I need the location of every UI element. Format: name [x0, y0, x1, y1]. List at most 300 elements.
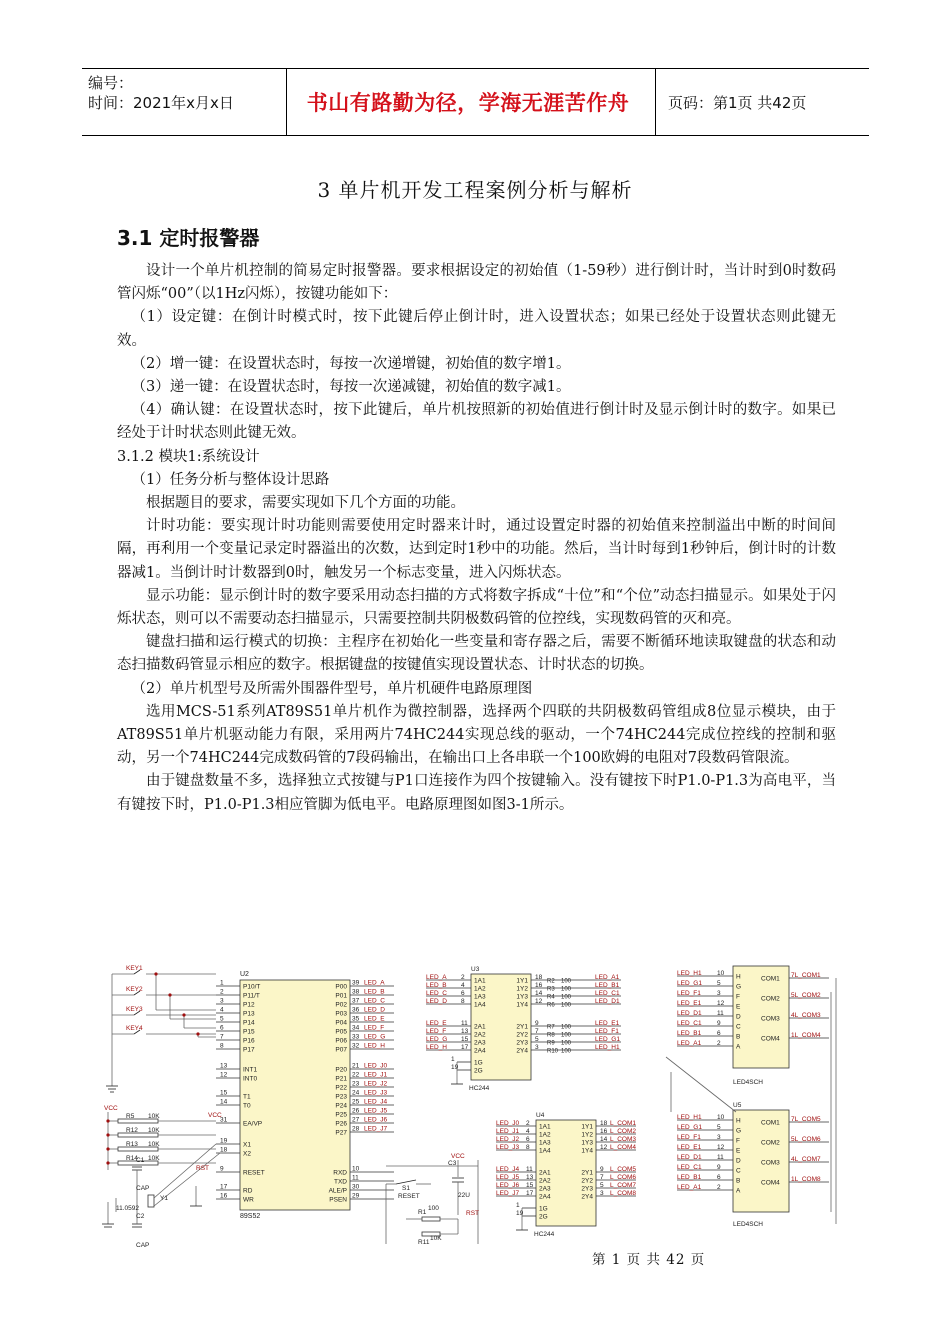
pin-name: 1Y2	[516, 985, 528, 993]
document-date: 时间：2021年x月x日	[88, 94, 234, 112]
net-label: LED_G	[426, 1036, 448, 1043]
pin-name: 2Y4	[516, 1047, 528, 1055]
pin-name: 1A1	[539, 1123, 551, 1131]
paragraph: （2）单片机型号及所需外围器件型号，单片机硬件电路原理图	[131, 680, 533, 697]
paragraph: （1）任务分析与整体设计思路	[131, 471, 330, 488]
cap-value: CAP	[136, 1185, 150, 1192]
net-label: RST	[466, 1210, 479, 1217]
resistor-value: 10K	[430, 1235, 442, 1242]
paragraph: （1）设定键：在倒计时模式时，按下此键后停止倒计时，进入设置状态；如果已经处于设置状态则此键无效。	[117, 309, 836, 349]
mcu-pin-name: RXD	[333, 1169, 347, 1177]
paragraph: 显示功能：显示倒计时的数字要采用动态扫描的方式将数字拆成“十位”和“个位”动态扫描显示。如果处于闪烁状态，则可以不需要动态扫描显示，只需要控制共阴极数码管的位控线，实现数码管的灭和亮。	[117, 587, 836, 628]
mcu-pin-name: P04	[335, 1019, 347, 1027]
pin-name: 2A3	[539, 1185, 551, 1193]
mcu-pin-number: 25	[352, 1098, 360, 1106]
mcu-pin-number: 34	[352, 1024, 360, 1032]
net-label: LED_H1	[677, 970, 702, 977]
chapter-title: 3 单片机开发工程案例分析与解析	[317, 178, 633, 202]
document-number: 编号：	[88, 74, 134, 92]
pin-number: 12	[717, 1000, 725, 1007]
crystal-freq: 11.0592	[116, 1205, 140, 1212]
pin-name: 2A4	[474, 1047, 486, 1055]
mcu-pin-number: 24	[352, 1089, 360, 1097]
net-label: L_COM4	[610, 1144, 637, 1151]
mcu-pin-name: P26	[335, 1120, 347, 1128]
pin-name: 1A2	[539, 1131, 551, 1139]
junction-dot	[106, 1161, 109, 1164]
pin-number: 1	[516, 1202, 520, 1209]
net-label: L_COM3	[610, 1136, 637, 1143]
pin-name: 1A4	[474, 1001, 486, 1009]
resistor-value: 10K	[148, 1155, 160, 1162]
pin-number: 13	[526, 1174, 534, 1181]
page-indicator: 页码：第1页 共42页	[668, 93, 807, 112]
net-label: LED_D	[364, 1006, 385, 1014]
pin-name: 1A3	[539, 1139, 551, 1147]
segment-letter: C	[736, 1023, 741, 1031]
mcu-pin-name: RESET	[243, 1169, 265, 1177]
mcu-pin-name: INT0	[243, 1075, 258, 1083]
pin-number: 9	[535, 1020, 539, 1027]
pin-name: 2A3	[474, 1039, 486, 1047]
net-label: LED_H	[364, 1042, 385, 1050]
mcu-pin-number: 7	[220, 1033, 224, 1041]
pin-number: 11	[717, 1154, 724, 1161]
net-label: LED_J1	[364, 1071, 388, 1079]
mcu-pin-name: P16	[243, 1037, 255, 1045]
pin-name: 1Y3	[516, 993, 528, 1001]
mcu-pin-name: P17	[243, 1046, 255, 1054]
net-label: LED_J6	[364, 1116, 388, 1124]
pin-name: 2A4	[539, 1193, 551, 1201]
buffer-ref: U4	[536, 1112, 545, 1119]
segment-letter: B	[736, 1177, 741, 1185]
net-label: LED_A	[364, 979, 385, 987]
mcu-pin-number: 12	[220, 1071, 228, 1079]
pin-number: 7	[600, 1174, 604, 1181]
net-label: LED_G1	[677, 980, 702, 987]
pin-number: 15	[526, 1182, 534, 1189]
pin-number: 8	[526, 1144, 530, 1151]
pin-number: 19	[516, 1210, 524, 1217]
mcu-pin-name: P12	[243, 1001, 255, 1009]
mcu-part: 89S52	[240, 1213, 261, 1220]
resistor-ref: R11	[418, 1239, 430, 1246]
mcu-pin-number: 21	[352, 1062, 360, 1070]
resistor-value: 10K	[148, 1141, 160, 1148]
segment-letter: D	[736, 1013, 741, 1021]
paragraph: 根据题目的要求，需要实现如下几个方面的功能。	[146, 495, 465, 512]
mcu-pin-number: 27	[352, 1116, 360, 1124]
net-label: LED_H1	[677, 1114, 702, 1121]
mcu-ref: U2	[240, 971, 249, 978]
mcu-pin-name: PSEN	[329, 1196, 347, 1204]
net-label: LED_J0	[364, 1062, 388, 1070]
segment-letter: C	[736, 1167, 741, 1175]
header-page-cell	[656, 69, 869, 135]
net-label: 1L_COM8	[791, 1176, 821, 1183]
mcu-pin-name: P14	[243, 1019, 255, 1027]
circuit-schematic	[96, 962, 846, 1249]
display-part: LED4SCH	[733, 1221, 763, 1228]
pin-number: 6	[717, 1174, 721, 1181]
segment-letter: D	[736, 1157, 741, 1165]
pin-name: 2G	[539, 1213, 548, 1221]
mcu-pin-name: P06	[335, 1037, 347, 1045]
net-label: LED_C1	[677, 1020, 702, 1027]
pin-name: 1Y4	[581, 1147, 593, 1155]
pin-number: 16	[535, 982, 543, 989]
mcu-pin-name: P22	[335, 1084, 347, 1092]
segment-letter: A	[736, 1187, 741, 1195]
net-label: L_COM8	[610, 1190, 637, 1197]
net-label: LED_A1	[677, 1040, 702, 1047]
net-label: LED_H	[426, 1044, 447, 1051]
resistor-ref: R12	[126, 1127, 138, 1134]
net-label: LED_J1	[496, 1128, 520, 1135]
net-label: 5L_COM6	[791, 1136, 821, 1143]
pin-number: 18	[535, 974, 543, 981]
mcu-pin-number: 4	[220, 1006, 224, 1014]
net-label: LED_J0	[496, 1120, 520, 1127]
pin-name: 2Y1	[581, 1169, 593, 1177]
pin-number: 13	[461, 1028, 469, 1035]
pin-name: 1Y1	[581, 1123, 593, 1131]
mcu-pin-number: 14	[220, 1098, 228, 1106]
pin-number: 3	[717, 1134, 721, 1141]
mcu-pin-number: 6	[220, 1024, 224, 1032]
resistor-value: 100	[561, 994, 572, 1001]
segment-letter: E	[736, 1003, 741, 1011]
paragraph: （4）确认键：在设置状态时，按下此键后，单片机按照新的初始值进行倒计时及显示倒计时的数字。如果已经处于计时状态则此键无效。	[117, 402, 836, 442]
resistor-value: 100	[561, 1002, 572, 1009]
cap-value: 22U	[458, 1192, 470, 1199]
mcu-pin-number: 13	[220, 1062, 228, 1070]
mcu-pin-number: 38	[352, 988, 360, 996]
mcu-pin-name: INT1	[243, 1066, 258, 1074]
pin-name: 2Y3	[516, 1039, 528, 1047]
pin-number: 5	[535, 1036, 539, 1043]
net-label: L_COM2	[610, 1128, 637, 1135]
pin-number: 11	[461, 1020, 468, 1027]
mcu-pin-number: 22	[352, 1071, 360, 1079]
resistor-value: 100	[428, 1205, 439, 1212]
mcu-pin-name: P07	[335, 1046, 347, 1054]
mcu-pin-name: P25	[335, 1111, 347, 1119]
mcu-pin-number: 9	[220, 1165, 224, 1173]
pin-name: 2Y3	[581, 1185, 593, 1193]
mcu-pin-number: 28	[352, 1125, 360, 1133]
pin-number: 14	[535, 990, 543, 997]
net-label: LED_J7	[496, 1190, 520, 1197]
segment-letter: H	[736, 973, 741, 981]
pin-name: 1Y2	[581, 1131, 593, 1139]
pin-name: 2A1	[474, 1023, 486, 1031]
pin-number: 10	[717, 1114, 725, 1121]
paragraph: （2）增一键：在设置状态时，每按一次递增键，初始值的数字增1。	[131, 355, 571, 372]
resistor-r1	[422, 1217, 440, 1221]
mcu-pin-name: P11/T	[243, 992, 260, 1000]
pin-number: 6	[526, 1136, 530, 1143]
mcu-pin-name: ALE/P	[328, 1187, 347, 1195]
net-label: 7L_COM1	[791, 972, 821, 979]
key-label: KEY3	[126, 1006, 143, 1013]
mcu-pin-number: 2	[220, 988, 224, 996]
mcu-pin-number: 16	[220, 1192, 228, 1200]
switch-label: RESET	[398, 1193, 420, 1200]
net-label: 7L_COM5	[791, 1116, 821, 1123]
pin-number: 2	[526, 1120, 530, 1127]
subsection-heading: 3.1.2 模块1:系统设计	[117, 448, 260, 465]
mcu-pin-number: 11	[352, 1174, 359, 1182]
mcu-pin-number: 33	[352, 1033, 360, 1041]
cap-ref: C1	[136, 1157, 145, 1164]
pin-name: 2G	[474, 1067, 483, 1075]
segment-letter: G	[736, 983, 742, 991]
pin-number: 12	[535, 998, 543, 1005]
buffer-part: HC244	[534, 1231, 555, 1238]
net-label: LED_C1	[677, 1164, 702, 1171]
mcu-pin-name: P02	[335, 1001, 347, 1009]
resistor-ref: R13	[126, 1141, 138, 1148]
mcu-pin-name: RD	[243, 1187, 253, 1195]
pin-number: 2	[717, 1040, 721, 1047]
net-label: LED_D1	[677, 1154, 702, 1161]
net-label: LED_J5	[364, 1107, 388, 1115]
pin-number: 14	[600, 1136, 608, 1143]
buffer-ref: U3	[471, 966, 480, 973]
pin-number: 5	[717, 980, 721, 987]
resistor-ref: R8	[547, 1032, 555, 1039]
resistor-value: 10K	[148, 1127, 160, 1134]
mcu-pin-name: P13	[243, 1010, 255, 1018]
resistor-ref: R7	[547, 1024, 555, 1031]
mcu-pin-number: 8	[220, 1042, 224, 1050]
paragraph: （3）递一键：在设置状态时，每按一次递减键，初始值的数字减1。	[131, 379, 571, 396]
pin-name: 1Y4	[516, 1001, 528, 1009]
key-label: KEY1	[126, 965, 143, 972]
pin-number: 4	[526, 1128, 530, 1135]
pin-number: 5	[717, 1124, 721, 1131]
pin-number: 9	[600, 1166, 604, 1173]
net-label: LED_J7	[364, 1125, 388, 1133]
net-label: 4L_COM3	[791, 1012, 821, 1019]
net-label: LED_J3	[496, 1144, 520, 1151]
pin-name: 1A1	[474, 977, 486, 985]
mcu-pin-number: 15	[220, 1089, 228, 1097]
com-label: COM1	[761, 975, 780, 983]
pin-name: 2Y2	[516, 1031, 528, 1039]
junction-dot	[106, 1147, 109, 1150]
net-label: LED_F1	[677, 990, 701, 997]
pin-name: 1G	[474, 1059, 483, 1067]
crystal-y1	[148, 1195, 154, 1207]
pin-number: 1	[451, 1056, 455, 1063]
net-label: L_COM7	[610, 1182, 637, 1189]
pin-name: 2Y1	[516, 1023, 528, 1031]
pin-name: 2A2	[474, 1031, 486, 1039]
header-motto-cell	[281, 69, 656, 135]
junction-dot	[182, 1013, 185, 1016]
paragraph: 键盘扫描和运行模式的切换：主程序在初始化一些变量和寄存器之后，需要不断循环地读取键盘的状态和动态扫描数码管显示相应的数字。根据键盘的按键值实现设置状态、计时状态的切换。	[117, 634, 836, 674]
display-part: LED4SCH	[733, 1079, 763, 1086]
pin-number: 18	[600, 1120, 608, 1127]
vcc-label: VCC	[208, 1112, 222, 1119]
pin-number: 10	[717, 970, 725, 977]
pin-number: 3	[600, 1190, 604, 1197]
pin-number: 11	[526, 1166, 533, 1173]
net-label: LED_A1	[595, 974, 620, 981]
net-label: LED_D1	[595, 998, 620, 1005]
paragraph: 设计一个单片机控制的简易定时报警器。要求根据设定的初始值（1-59秒）进行倒计时，当计时到0时数码管闪烁“00”（以1Hz闪烁），按键功能如下：	[117, 263, 836, 303]
mcu-pin-number: 37	[352, 997, 360, 1005]
resistor-ref: R1	[418, 1209, 427, 1216]
mcu-pin-name: X1	[243, 1141, 251, 1149]
mcu-pin-number: 18	[220, 1146, 228, 1154]
key-label: KEY2	[126, 986, 143, 993]
net-label: LED_E1	[677, 1144, 702, 1151]
mcu-pin-name: TXD	[334, 1178, 347, 1186]
resistor-ref: R14	[126, 1155, 138, 1162]
net-label: RST	[196, 1165, 209, 1172]
resistor-value: 100	[561, 1024, 572, 1031]
mcu-pin-number: 29	[352, 1192, 360, 1200]
resistor-ref: R6	[547, 1002, 555, 1009]
junction-dot	[154, 972, 157, 975]
net-label: LED_B	[426, 982, 447, 989]
resistor-ref: R2	[547, 978, 555, 985]
net-label: LED_J4	[364, 1098, 388, 1106]
vcc-label: VCC	[104, 1105, 118, 1112]
resistor-value: 100	[561, 986, 572, 993]
net-label: LED_F	[364, 1024, 385, 1032]
net-label: L_COM5	[610, 1166, 637, 1173]
pin-number: 6	[717, 1030, 721, 1037]
segment-letter: H	[736, 1117, 741, 1125]
buffer-part: HC244	[469, 1085, 490, 1092]
resistor-ref: R10	[547, 1048, 559, 1055]
header-motto: 书山有路勤为径，学海无涯苦作舟	[306, 91, 630, 115]
net-label: LED_F1	[595, 1028, 619, 1035]
pin-name: 2A1	[539, 1169, 551, 1177]
section-heading: 3.1 定时报警器	[117, 226, 260, 250]
net-label: LED_G	[364, 1033, 386, 1041]
mcu-pin-name: P01	[335, 992, 347, 1000]
segment-letter: B	[736, 1033, 741, 1041]
header-info-cell	[82, 69, 287, 135]
pin-number: 4	[461, 982, 465, 989]
net-label: LED_G1	[677, 1124, 702, 1131]
pin-number: 12	[717, 1144, 725, 1151]
bus-line	[666, 1057, 736, 1112]
net-label: LED_B	[364, 988, 385, 996]
junction-dot	[196, 1032, 199, 1035]
pin-number: 11	[717, 1010, 724, 1017]
mcu-pin-number: 10	[352, 1165, 360, 1173]
mcu-pin-name: P00	[335, 983, 347, 991]
mcu-pin-name: P20	[335, 1066, 347, 1074]
cap-value: CAP	[136, 1242, 150, 1249]
paragraph: 计时功能：要实现计时功能则需要使用定时器来计时，通过设置定时器的初始值来控制溢出中断的时间间隔，再利用一个变量记录定时器溢出的次数，达到定时1秒中的功能。然后，当计时每到1秒钟后，倒计时的计数器减1。当倒计时计数器到0时，触发另一个标志变量，进入闪烁状态。	[117, 518, 836, 581]
document-body	[117, 260, 836, 817]
resistor-ref: R3	[547, 986, 555, 993]
pin-number: 3	[535, 1044, 539, 1051]
pin-name: 1Y1	[516, 977, 528, 985]
com-label: COM2	[761, 1139, 780, 1147]
mcu-pin-name: P03	[335, 1010, 347, 1018]
segment-letter: G	[736, 1127, 742, 1135]
net-label: LED_D	[426, 998, 447, 1005]
net-label: LED_C	[426, 990, 447, 997]
resistor-value: 100	[561, 1048, 572, 1055]
net-label: LED_E	[426, 1020, 447, 1027]
junction-dot	[106, 1133, 109, 1136]
net-label: LED_D1	[677, 1010, 702, 1017]
net-label: LED_A1	[677, 1184, 702, 1191]
crystal-ref: Y1	[160, 1195, 168, 1202]
paragraph: 选用MCS-51系列AT89S51单片机作为微控制器，选择两个四联的共阴极数码管组成8位显示模块，由于AT89S51单片机驱动能力有限，采用两片74HC244实现总线的驱动，一个74HC244完成位控线的控制和驱动，另一个74HC244完成数码管的7段码输出，在输出口上各串联一个100欧姆的电阻对7段数码管限流。	[117, 703, 836, 767]
key-label: KEY4	[126, 1025, 143, 1032]
cap-ref: C3	[448, 1160, 457, 1167]
com-label: COM3	[761, 1159, 780, 1167]
resistor-ref: R4	[547, 994, 555, 1001]
net-label: LED_J6	[496, 1182, 520, 1189]
mcu-pin-name: P23	[335, 1093, 347, 1101]
mcu-pin-number: 32	[352, 1042, 360, 1050]
pin-number: 6	[461, 990, 465, 997]
pin-number: 9	[717, 1164, 721, 1171]
net-label: LED_E1	[677, 1000, 702, 1007]
net-label: LED_H1	[595, 1044, 620, 1051]
pin-number: 9	[717, 1020, 721, 1027]
resistor-value: 10K	[148, 1113, 160, 1120]
pin-name: 2Y2	[581, 1177, 593, 1185]
net-label: 4L_COM7	[791, 1156, 821, 1163]
paragraph: 由于键盘数量不多，选择独立式按键与P1口连接作为四个按键输入。没有键按下时P1.0-P1.3为高电平，当有键按下时，P1.0-P1.3相应管脚为低电平。电路原理图如图3-1所示。	[117, 773, 836, 813]
resistor-value: 100	[561, 978, 572, 985]
net-label: LED_J2	[496, 1136, 520, 1143]
pin-name: 1A4	[539, 1147, 551, 1155]
display-ref: U5	[733, 1102, 742, 1109]
mcu-pin-name: P21	[335, 1075, 347, 1083]
mcu-pin-number: 39	[352, 979, 360, 987]
pin-name: 1Y3	[581, 1139, 593, 1147]
pin-number: 16	[600, 1128, 608, 1135]
pin-name: 1A2	[474, 985, 486, 993]
net-label: LED_B1	[677, 1174, 702, 1181]
mcu-pin-number: 36	[352, 1006, 360, 1014]
net-label: LED_A	[426, 974, 447, 981]
mcu-pin-name: X2	[243, 1150, 251, 1158]
pin-name: 1A3	[474, 993, 486, 1001]
mcu-pin-number: 19	[220, 1137, 228, 1145]
net-label: LED_E1	[595, 1020, 620, 1027]
junction-dot	[168, 993, 171, 996]
switch	[396, 1180, 416, 1184]
pin-number: 17	[526, 1190, 534, 1197]
pin-number: 17	[461, 1044, 469, 1051]
pin-number: 19	[451, 1064, 459, 1071]
mcu-pin-name: EA/VP	[243, 1120, 263, 1128]
mcu-pin-number: 17	[220, 1183, 228, 1191]
net-label: LED_E	[364, 1015, 385, 1023]
pin-number: 12	[600, 1144, 608, 1151]
net-label: 1L_COM4	[791, 1032, 821, 1039]
net-label: LED_J2	[364, 1080, 388, 1088]
mcu-pin-name: WR	[243, 1196, 254, 1204]
net-label: LED_C	[364, 997, 385, 1005]
com-label: COM2	[761, 995, 780, 1003]
